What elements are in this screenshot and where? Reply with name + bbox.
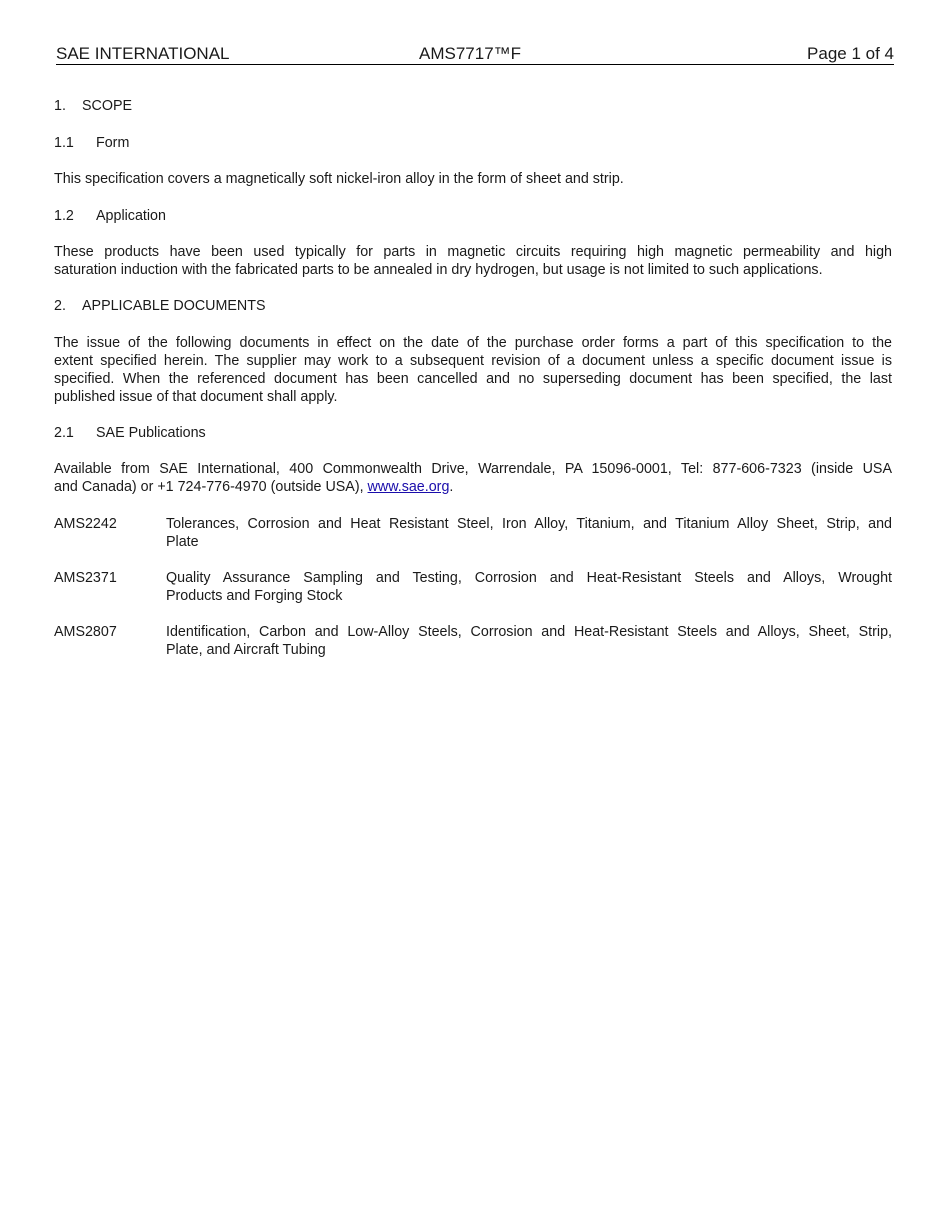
- paragraph-line: [54, 478, 892, 496]
- reference-line: Plate, and Aircraft Tubing: [166, 642, 326, 658]
- paragraph-line: extent specified herein. The supplier may work to a subsequent revision of a document unless a specific document issue is: [54, 353, 892, 369]
- reference-code: AMS2242: [54, 516, 117, 532]
- heading-number: 2.1: [54, 425, 74, 441]
- heading-title: Application: [96, 208, 166, 224]
- paragraph-line: Available from SAE International, 400 Commonwealth Drive, Warrendale, PA 15096-0001, Tel: 877-606-7323 (inside USA: [54, 461, 892, 477]
- heading-number: 2.: [54, 298, 66, 314]
- reference-line: Tolerances, Corrosion and Heat Resistant Steel, Iron Alloy, Titanium, and Titanium Alloy Sheet, Strip, and: [166, 516, 892, 532]
- reference-description: [166, 623, 892, 659]
- document-page: [54, 0, 892, 1230]
- paragraph-sae-publications: [54, 460, 892, 496]
- paragraph-application: [54, 243, 892, 279]
- heading-number: 1.: [54, 98, 66, 114]
- paragraph-line: published issue of that document shall apply.: [54, 389, 338, 405]
- heading-applicable-documents: [54, 297, 266, 315]
- header-document-id: AMS7717™F: [419, 44, 522, 63]
- heading-title: Form: [96, 135, 130, 151]
- page-header: [56, 44, 894, 65]
- heading-number: 1.1: [54, 135, 74, 151]
- heading-title: SCOPE: [82, 98, 133, 114]
- contact-text: and Canada) or +1 724-776-4970 (outside USA),: [54, 479, 368, 495]
- reference-line: Plate: [166, 534, 199, 550]
- heading-scope: [54, 97, 133, 115]
- paragraph-applicable-documents: [54, 334, 892, 406]
- header-page-number: Page 1 of 4: [807, 44, 894, 63]
- heading-form: [54, 134, 130, 152]
- paragraph-line: The issue of the following documents in effect on the date of the purchase order forms a part of this specification to the: [54, 335, 892, 351]
- reference-description: [166, 515, 892, 551]
- period: .: [449, 479, 454, 495]
- heading-number: 1.2: [54, 208, 74, 224]
- reference-description: [166, 569, 892, 605]
- heading-title: APPLICABLE DOCUMENTS: [82, 298, 266, 314]
- reference-line: Products and Forging Stock: [166, 588, 343, 604]
- reference-line: Quality Assurance Sampling and Testing, Corrosion and Heat-Resistant Steels and Alloys, Wrought: [166, 570, 892, 586]
- reference-line: Identification, Carbon and Low-Alloy Steels, Corrosion and Heat-Resistant Steels and Alloys, Sheet, Strip,: [166, 624, 892, 640]
- paragraph-line: saturation induction with the fabricated parts to be annealed in dry hydrogen, but usage is not limited to such applications.: [54, 262, 823, 278]
- sae-website-link[interactable]: www.sae.org: [367, 479, 450, 495]
- header-organization: SAE INTERNATIONAL: [56, 44, 230, 63]
- paragraph-line: specified. When the referenced document has been cancelled and no superseding document has been specified, the last: [54, 371, 892, 387]
- reference-code: AMS2371: [54, 570, 117, 586]
- heading-sae-publications: [54, 424, 206, 442]
- reference-code: AMS2807: [54, 624, 117, 640]
- heading-title: SAE Publications: [96, 425, 206, 441]
- heading-application: [54, 207, 166, 225]
- paragraph-line: These products have been used typically for parts in magnetic circuits requiring high magnetic permeability and high: [54, 244, 892, 260]
- paragraph-form: This specification covers a magnetically soft nickel-iron alloy in the form of sheet and strip.: [54, 171, 624, 187]
